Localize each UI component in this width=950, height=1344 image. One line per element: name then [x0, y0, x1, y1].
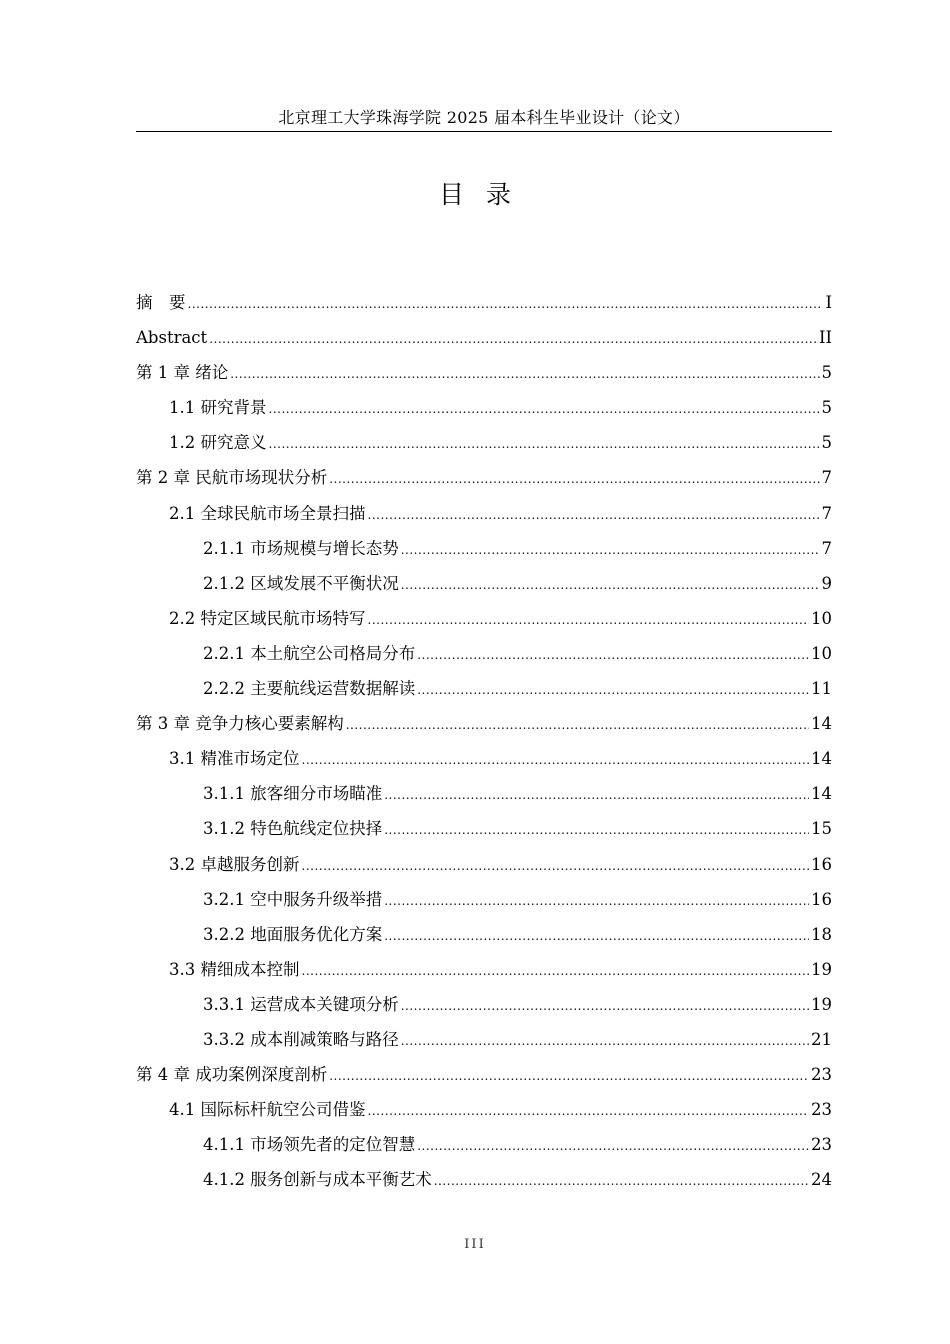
toc-dot-leader: [401, 1024, 809, 1059]
toc-dot-leader: [434, 1164, 809, 1199]
toc-entry[interactable]: [136, 847, 832, 882]
toc-entry-page: 24: [811, 1170, 832, 1190]
toc-entry[interactable]: [136, 496, 832, 531]
toc-entry[interactable]: [136, 531, 832, 566]
toc-entry-title: 3.3.2 成本削减策略与路径: [203, 1029, 399, 1049]
toc-entry[interactable]: [136, 636, 832, 671]
toc-dot-leader: [368, 603, 810, 638]
toc-dot-leader: [230, 357, 819, 392]
toc-entry-page: 15: [811, 819, 832, 839]
page-number: III: [464, 1237, 486, 1252]
toc-entry[interactable]: [136, 952, 832, 987]
toc-entry-page: 9: [821, 573, 832, 593]
toc-entry-title: 2.1.1 市场规模与增长态势: [203, 538, 399, 558]
toc-entry[interactable]: [136, 601, 832, 636]
toc-entry[interactable]: [136, 566, 832, 601]
toc-entry-title: 2.2 特定区域民航市场特写: [169, 608, 366, 628]
toc-entry-title: 2.1 全球民航市场全景扫描: [169, 503, 366, 523]
toc-entry[interactable]: [136, 1162, 832, 1197]
toc-entry-title: 3.2.1 空中服务升级举措: [203, 889, 383, 909]
toc-entry-page: 23: [811, 1100, 832, 1120]
toc-entry-title: 3.1.1 旅客细分市场瞄准: [203, 784, 383, 804]
toc-dot-leader: [401, 533, 820, 568]
toc-entry[interactable]: [136, 320, 832, 355]
toc-entry-page: 5: [821, 433, 832, 453]
header-rule: [136, 131, 832, 132]
toc-entry-page: I: [825, 293, 832, 312]
toc-entry-title: 摘 要: [136, 293, 186, 312]
toc-entry-title: 3.3.1 运营成本关键项分析: [203, 994, 399, 1014]
toc-entry[interactable]: [136, 460, 832, 495]
toc-entry-page: II: [818, 328, 832, 348]
toc-entry-page: 14: [811, 714, 832, 734]
toc-entry[interactable]: [136, 390, 832, 425]
toc-dot-leader: [417, 673, 809, 708]
toc-dot-leader: [346, 708, 809, 743]
toc-entry[interactable]: [136, 1022, 832, 1057]
toc-entry-title: 第 4 章 成功案例深度剖析: [136, 1065, 328, 1085]
page-title: 目录: [438, 180, 533, 209]
toc-entry-title: 3.1.2 特色航线定位抉择: [203, 819, 383, 839]
toc-dot-leader: [368, 498, 820, 533]
toc-entry-page: 7: [821, 468, 832, 488]
toc-entry[interactable]: [136, 706, 832, 741]
table-of-contents: [136, 285, 832, 1197]
toc-entry-title: 3.3 精细成本控制: [169, 959, 300, 979]
toc-dot-leader: [329, 1059, 809, 1094]
toc-entry[interactable]: [136, 882, 832, 917]
toc-entry-page: 19: [811, 959, 832, 979]
toc-entry-title: 4.1.1 市场领先者的定位智慧: [203, 1135, 416, 1155]
toc-entry-page: 16: [811, 889, 832, 909]
toc-entry-title: 3.2.2 地面服务优化方案: [203, 924, 383, 944]
toc-entry-page: 7: [821, 503, 832, 523]
toc-dot-leader: [269, 427, 820, 462]
toc-entry[interactable]: [136, 811, 832, 846]
toc-dot-leader: [384, 778, 809, 813]
toc-dot-leader: [384, 919, 809, 954]
toc-entry[interactable]: [136, 671, 832, 706]
toc-entry-page: 21: [811, 1029, 832, 1049]
toc-dot-leader: [209, 322, 817, 357]
toc-entry-title: 2.2.2 主要航线运营数据解读: [203, 679, 416, 699]
toc-dot-leader: [384, 813, 809, 848]
toc-entry[interactable]: [136, 1092, 832, 1127]
toc-entry-title: 1.2 研究意义: [169, 433, 267, 453]
toc-dot-leader: [368, 1094, 810, 1129]
toc-entry[interactable]: [136, 776, 832, 811]
toc-dot-leader: [401, 989, 809, 1024]
toc-entry-page: 7: [821, 538, 832, 558]
toc-entry[interactable]: [136, 987, 832, 1022]
toc-entry[interactable]: [136, 355, 832, 390]
toc-entry-page: 19: [811, 994, 832, 1014]
toc-entry-page: 14: [811, 784, 832, 804]
toc-entry-title: 4.1.2 服务创新与成本平衡艺术: [203, 1170, 432, 1190]
toc-dot-leader: [188, 287, 824, 322]
toc-dot-leader: [401, 568, 820, 603]
toc-entry-title: 4.1 国际标杆航空公司借鉴: [169, 1100, 366, 1120]
toc-entry-page: 14: [811, 749, 832, 769]
toc-dot-leader: [302, 743, 810, 778]
toc-entry-title: 3.1 精准市场定位: [169, 749, 300, 769]
toc-dot-leader: [329, 462, 819, 497]
toc-entry-page: 23: [811, 1135, 832, 1155]
toc-entry-title: 第 3 章 竞争力核心要素解构: [136, 714, 344, 734]
toc-entry-title: 3.2 卓越服务创新: [169, 854, 300, 874]
toc-entry-page: 10: [811, 643, 832, 663]
toc-entry-page: 16: [811, 854, 832, 874]
toc-entry-title: Abstract: [136, 328, 208, 348]
toc-entry-title: 1.1 研究背景: [169, 398, 267, 418]
toc-entry[interactable]: [136, 425, 832, 460]
toc-entry-title: 第 2 章 民航市场现状分析: [136, 468, 328, 488]
toc-entry-page: 5: [821, 398, 832, 418]
toc-entry-page: 18: [811, 924, 832, 944]
toc-entry-page: 5: [821, 363, 832, 383]
toc-dot-leader: [302, 954, 810, 989]
toc-dot-leader: [302, 849, 810, 884]
toc-entry[interactable]: [136, 1057, 832, 1092]
toc-entry[interactable]: [136, 741, 832, 776]
toc-dot-leader: [417, 1129, 809, 1164]
toc-entry[interactable]: [136, 917, 832, 952]
toc-dot-leader: [384, 884, 809, 919]
toc-entry-title: 2.1.2 区域发展不平衡状况: [203, 573, 399, 593]
toc-entry[interactable]: [136, 1127, 832, 1162]
toc-entry-title: 第 1 章 绪论: [136, 363, 229, 383]
toc-dot-leader: [417, 638, 809, 673]
toc-entry-page: 11: [811, 679, 832, 699]
toc-dot-leader: [269, 392, 820, 427]
toc-entry-title: 2.2.1 本土航空公司格局分布: [203, 643, 416, 663]
toc-entry[interactable]: [136, 285, 832, 320]
toc-entry-page: 10: [811, 608, 832, 628]
toc-entry-page: 23: [811, 1065, 832, 1085]
running-header: 北京理工大学珠海学院 2025 届本科生毕业设计（论文）: [278, 108, 690, 127]
